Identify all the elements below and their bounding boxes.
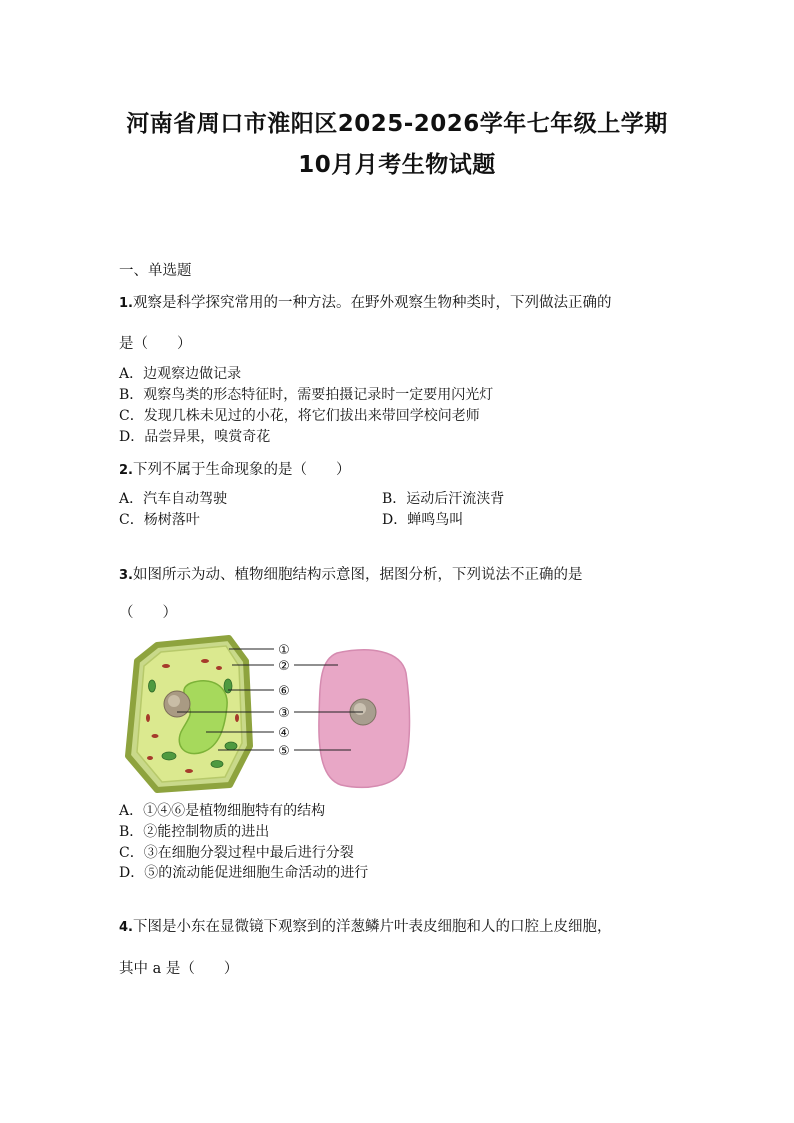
chloroplast	[225, 742, 237, 750]
q4-number: 4.	[119, 920, 133, 935]
q4-stem-line1	[119, 915, 611, 936]
q2-option-c: C．杨树落叶	[119, 512, 200, 528]
q2-option-b: B．运动后汗流浃背	[382, 491, 505, 507]
q1-stem-text: 观察是科学探究常用的一种方法。在野外观察生物种类时，下列做法正确的	[132, 295, 612, 311]
q1-option-d: D．品尝异果，嗅赏奇花	[119, 429, 271, 445]
organelle	[235, 714, 239, 722]
chloroplast	[211, 761, 223, 768]
figure-label-6: ⑥	[278, 684, 290, 699]
q3-option-c: C．③在细胞分裂过程中最后进行分裂	[119, 845, 354, 861]
q4-stem-line2: 其中 a 是（ ）	[119, 961, 239, 977]
figure-label-2: ②	[278, 659, 290, 674]
q3-number: 3.	[119, 568, 133, 583]
figure-label-1: ①	[278, 643, 290, 658]
chloroplast	[149, 680, 156, 692]
q3-stem-line1	[119, 563, 582, 584]
q2-stem	[119, 458, 350, 479]
organelle	[185, 769, 193, 773]
organelle	[152, 734, 159, 738]
organelle	[147, 756, 153, 760]
exam-title-line2: 10月月考生物试题	[298, 152, 496, 178]
q1-option-c: C．发现几株未见过的小花，将它们拔出来带回学校问老师	[119, 408, 480, 424]
q2-stem-text: 下列不属于生命现象的是（ ）	[132, 462, 351, 478]
q2-option-a: A．汽车自动驾驶	[119, 491, 228, 507]
q3-option-d: D．⑤的流动能促进细胞生命活动的进行	[119, 865, 369, 881]
organelle	[201, 659, 209, 663]
q4-stem-text: 下图是小东在显微镜下观察到的洋葱鳞片叶表皮细胞和人的口腔上皮细胞，	[132, 919, 612, 935]
organelle	[162, 664, 170, 668]
q1-option-b: B．观察鸟类的形态特征时，需要拍摄记录时一定要用闪光灯	[119, 387, 494, 403]
figure-label-5: ⑤	[278, 744, 290, 759]
q3-stem-line2: （ ）	[119, 605, 177, 621]
chloroplast	[162, 752, 176, 760]
exam-title-line1: 河南省周口市淮阳区2025-2026学年七年级上学期	[126, 111, 668, 137]
section-heading: 一、单选题	[119, 263, 192, 279]
figure-label-3: ③	[278, 706, 290, 721]
organelle	[146, 714, 150, 722]
chloroplast	[224, 679, 232, 693]
q3-stem-text: 如图所示为动、植物细胞结构示意图，据图分析，下列说法不正确的是	[132, 567, 583, 583]
plant-nucleolus	[168, 695, 180, 707]
q1-stem-line1	[119, 291, 611, 312]
q2-number: 2.	[119, 463, 133, 478]
cell-structure-figure	[119, 628, 419, 798]
figure-label-4: ④	[278, 726, 290, 741]
animal-nucleolus	[354, 703, 366, 715]
q1-number: 1.	[119, 296, 133, 311]
q3-option-a: A．①④⑥是植物细胞特有的结构	[119, 803, 326, 819]
q3-option-b: B．②能控制物质的进出	[119, 824, 270, 840]
q2-option-d: D．蝉鸣鸟叫	[382, 512, 464, 528]
organelle	[216, 666, 222, 670]
q1-stem-line2: 是（ ）	[119, 336, 192, 352]
q1-option-a: A．边观察边做记录	[119, 366, 242, 382]
